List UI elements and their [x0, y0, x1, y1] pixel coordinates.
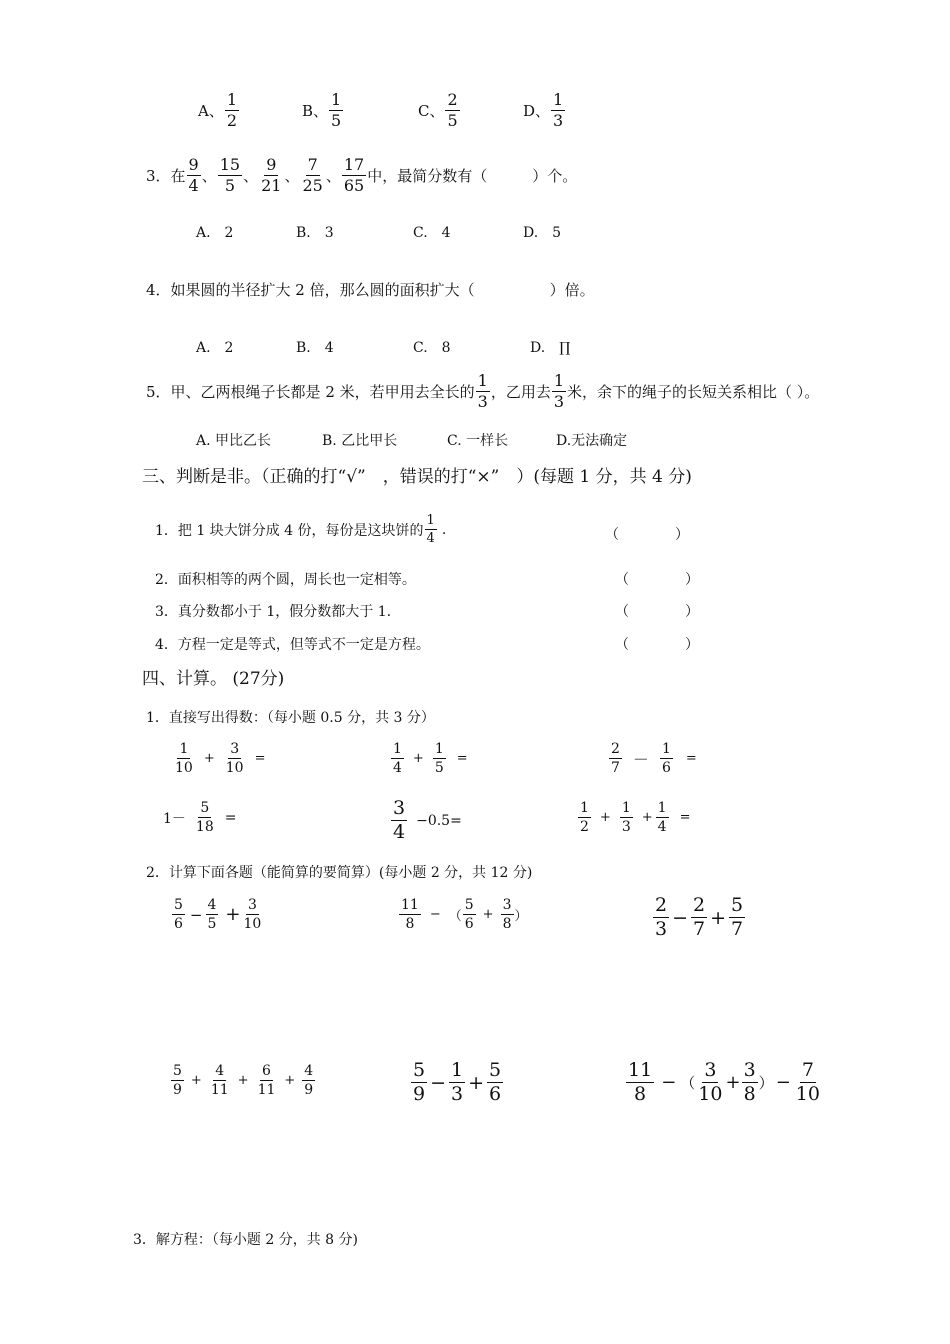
denominator: 7 [731, 918, 744, 940]
math-text: 中，最简分数有（ ）个。 [367, 167, 578, 185]
fraction [551, 92, 565, 129]
question-4: 4．如果圆的半径扩大 2 倍，那么圆的面积扩大（ ）倍。 [146, 281, 595, 299]
numerator: 1 [661, 741, 671, 757]
denominator: 2 [226, 111, 238, 130]
math-text: D、 [523, 102, 551, 120]
math-text: = [224, 809, 237, 826]
numerator: 9 [188, 155, 199, 174]
math-text: 、 [325, 167, 341, 185]
denominator: 7 [611, 760, 620, 776]
q3-option-d: D. 5 [523, 225, 562, 241]
numerator: 1 [434, 741, 444, 757]
q3-option-b: B. 3 [296, 225, 334, 241]
numerator: 6 [262, 1063, 271, 1079]
math-text: + [468, 1071, 485, 1094]
fraction [656, 801, 669, 834]
fraction [187, 157, 201, 194]
denominator: 9 [173, 1082, 182, 1098]
numerator: 3 [704, 1059, 717, 1081]
denominator: 10 [243, 916, 262, 932]
numerator: 4 [304, 1063, 314, 1079]
sub-heading-1: 1．直接写出得数：（每小题 0.5 分，共 3 分） [146, 710, 435, 726]
numerator: 7 [307, 155, 318, 174]
fraction [194, 801, 216, 834]
numerator: 11 [628, 1059, 653, 1081]
q5-option-a: A. 甲比乙长 [196, 433, 272, 449]
numerator: 1 [331, 90, 342, 109]
q3-option-a: A. 2 [196, 225, 234, 241]
math-text: − [189, 905, 203, 924]
math-text: ） [514, 909, 528, 924]
q2-option-b [302, 92, 344, 129]
math-text: −0.5= [416, 812, 462, 829]
q5-option-d: D.无法确定 [556, 433, 628, 449]
fraction [620, 801, 633, 834]
math-text: − [430, 1071, 447, 1094]
denominator: 4 [657, 819, 667, 835]
fraction [425, 514, 437, 545]
calc-problem-f [625, 1061, 823, 1104]
denominator: 10 [225, 760, 244, 776]
fraction [259, 157, 283, 194]
numerator: 2 [611, 741, 620, 757]
numerator: 17 [343, 155, 365, 174]
numerator: 1 [226, 90, 238, 109]
math-text: + [599, 810, 611, 825]
calc-problem-c [652, 896, 746, 939]
denominator: 6 [174, 916, 183, 932]
fraction [626, 1061, 654, 1104]
fraction [463, 898, 476, 931]
q4-option-b: B. 4 [296, 340, 334, 356]
denominator: 3 [553, 392, 565, 411]
denominator: 3 [553, 111, 564, 130]
numerator: 5 [413, 1059, 426, 1081]
denominator: 4 [393, 760, 402, 776]
denominator: 5 [434, 760, 444, 776]
fraction [729, 896, 745, 939]
numerator: 1 [426, 513, 435, 528]
math-text: C、 [418, 102, 445, 120]
answer-blank[interactable]: （ ） [615, 637, 699, 653]
denominator: 5 [447, 111, 458, 130]
numerator: 5 [200, 800, 210, 816]
math-text: 3．在 [146, 167, 186, 185]
math-text: − [672, 906, 689, 929]
fraction [552, 373, 566, 410]
numerator: 7 [801, 1059, 814, 1081]
fraction [578, 801, 591, 834]
section-3-title: 三、判断是非。（正确的打“√” ，错误的打“×” ）(每题 1 分，共 4 分) [142, 467, 692, 487]
math-text: B、 [302, 102, 329, 120]
math-text: + [641, 810, 653, 825]
calc-problem-d [170, 1064, 316, 1097]
direct-calc-b [390, 742, 468, 775]
denominator: 25 [302, 176, 323, 195]
numerator: 11 [401, 897, 419, 913]
fraction [342, 157, 366, 194]
denominator: 5 [331, 111, 342, 130]
denominator: 21 [261, 176, 282, 195]
numerator: 9 [266, 155, 277, 174]
q4-option-d: D. ∏ [530, 340, 571, 356]
math-text: ，乙用去 [490, 383, 551, 401]
sub-heading-2: 2．计算下面各题（能简算的要简算）(每小题 2 分，共 12 分) [146, 865, 533, 881]
fraction [172, 898, 185, 931]
denominator: 10 [175, 760, 193, 776]
numerator: 3 [502, 897, 512, 913]
section-4-title: 四、计算。 (27分) [142, 669, 285, 689]
denominator: 4 [393, 821, 406, 843]
fraction [653, 896, 669, 939]
q2-option-a [198, 92, 240, 129]
q4-option-a: A. 2 [196, 340, 234, 356]
numerator: 1 [657, 800, 667, 816]
answer-blank[interactable]: （ ） [605, 527, 689, 543]
fraction [256, 1064, 278, 1097]
math-text: − [429, 907, 441, 922]
numerator: 1 [553, 90, 564, 109]
denominator: 6 [464, 916, 474, 932]
judge-item-1 [155, 514, 446, 545]
math-text: 、 [243, 167, 259, 185]
fraction [224, 742, 246, 775]
direct-calc-f [577, 801, 690, 834]
denominator: 11 [257, 1082, 276, 1098]
fraction [609, 742, 622, 775]
denominator: 18 [195, 819, 214, 835]
fraction [696, 1061, 724, 1104]
denominator: 10 [698, 1083, 723, 1105]
fraction [411, 1061, 427, 1104]
math-text: . [441, 521, 447, 538]
fraction [173, 742, 195, 775]
denominator: 9 [413, 1083, 426, 1105]
fraction [433, 742, 446, 775]
fraction [206, 898, 219, 931]
math-text: + [482, 907, 494, 922]
math-text: A、 [198, 102, 224, 120]
numerator: 2 [693, 894, 706, 916]
math-text: + [725, 1072, 741, 1093]
fraction [391, 742, 404, 775]
answer-blank[interactable]: （ ） [615, 572, 699, 588]
fraction [329, 92, 343, 129]
denominator: 3 [621, 819, 631, 835]
denominator: 8 [634, 1083, 647, 1105]
numerator: 1 [553, 371, 565, 390]
q3-option-c: C. 4 [413, 225, 451, 241]
math-text: + [284, 1073, 296, 1088]
calc-problem-e [410, 1061, 504, 1104]
answer-blank[interactable]: （ ） [615, 604, 699, 620]
denominator: 5 [207, 916, 217, 932]
math-text: － [632, 750, 649, 769]
denominator: 2 [580, 819, 589, 835]
numerator: 15 [219, 155, 241, 174]
fraction [660, 742, 673, 775]
numerator: 5 [489, 1059, 502, 1081]
denominator: 4 [188, 176, 199, 195]
numerator: 5 [464, 897, 474, 913]
fraction [242, 898, 264, 931]
denominator: 3 [451, 1083, 464, 1105]
denominator: 8 [743, 1083, 756, 1105]
math-text: + [190, 1073, 202, 1088]
math-text: = [679, 810, 691, 825]
denominator: 3 [477, 392, 488, 411]
denominator: 8 [405, 916, 415, 932]
math-text: 米，余下的绳子的长短关系相比（ ）。 [567, 383, 820, 401]
math-text: − [775, 1072, 791, 1093]
calc-problem-a [171, 898, 264, 931]
denominator: 65 [343, 176, 365, 195]
math-text: − [661, 1072, 677, 1093]
fraction [449, 1061, 465, 1104]
numerator: 4 [207, 897, 217, 913]
denominator: 10 [795, 1083, 820, 1105]
denominator: 3 [655, 918, 668, 940]
fraction [501, 898, 514, 931]
math-text: = [254, 751, 266, 766]
numerator: 1 [393, 741, 402, 757]
fraction [476, 373, 490, 410]
math-text: 5．甲、乙两根绳子长都是 2 米，若甲用去全长的 [146, 383, 475, 401]
fraction [445, 92, 459, 129]
math-text: 1－ [163, 810, 186, 827]
fraction [391, 799, 407, 842]
numerator: 1 [451, 1059, 464, 1081]
math-text: ） [758, 1074, 774, 1092]
math-text: （ [448, 909, 462, 924]
numerator: 5 [173, 1063, 182, 1079]
denominator: 8 [502, 916, 512, 932]
fraction [302, 1064, 315, 1097]
numerator: 5 [731, 894, 744, 916]
q5-option-c: C. 一样长 [447, 433, 509, 449]
fraction [225, 92, 239, 129]
fraction [209, 1064, 231, 1097]
numerator: 3 [230, 741, 240, 757]
fraction [742, 1061, 758, 1104]
direct-calc-d [163, 801, 236, 834]
fraction [399, 898, 421, 931]
q2-option-d [523, 92, 566, 129]
math-text: + [203, 751, 215, 766]
sub-heading-3: 3．解方程：（每小题 2 分，共 8 分) [133, 1232, 358, 1248]
numerator: 3 [393, 797, 406, 819]
direct-calc-e [390, 799, 462, 842]
fraction [301, 157, 325, 194]
denominator: 4 [426, 531, 435, 546]
math-text: 1．把 1 块大饼分成 4 份，每份是这块饼的 [155, 522, 424, 539]
numerator: 1 [179, 741, 189, 757]
numerator: 2 [447, 90, 458, 109]
fraction [487, 1061, 503, 1104]
denominator: 6 [661, 760, 671, 776]
denominator: 9 [304, 1082, 314, 1098]
numerator: 4 [215, 1063, 225, 1079]
numerator: 1 [477, 371, 488, 390]
denominator: 11 [210, 1082, 229, 1098]
judge-item-3: 3．真分数都小于 1，假分数都大于 1. [155, 604, 392, 620]
numerator: 5 [174, 897, 183, 913]
math-text: + [412, 751, 424, 766]
judge-item-4: 4．方程一定是等式，但等式不一定是方程。 [155, 637, 430, 653]
judge-item-2: 2．面积相等的两个圆，周长也一定相等。 [155, 572, 416, 588]
denominator: 5 [224, 176, 236, 195]
numerator: 3 [743, 1059, 756, 1081]
math-text: 、 [201, 167, 217, 185]
math-text: + [710, 906, 727, 929]
q2-option-c [418, 92, 461, 129]
math-text: （ [680, 1074, 696, 1092]
numerator: 1 [621, 800, 631, 816]
denominator: 6 [489, 1083, 502, 1105]
direct-calc-c [608, 742, 697, 775]
calc-problem-b [398, 898, 528, 931]
fraction [218, 157, 242, 194]
numerator: 3 [247, 897, 257, 913]
math-text: + [237, 1073, 249, 1088]
fraction [691, 896, 707, 939]
direct-calc-a [172, 742, 265, 775]
fraction [171, 1064, 184, 1097]
fraction [794, 1061, 822, 1104]
numerator: 2 [655, 894, 668, 916]
math-text: + [225, 904, 241, 925]
question-3 [146, 157, 577, 194]
math-text: 、 [284, 167, 300, 185]
question-5 [146, 373, 819, 410]
denominator: 7 [693, 918, 706, 940]
q4-option-c: C. 8 [413, 340, 451, 356]
math-text: = [456, 751, 468, 766]
q5-option-b: B. 乙比甲长 [322, 433, 398, 449]
numerator: 1 [580, 800, 589, 816]
math-text: = [685, 751, 697, 766]
